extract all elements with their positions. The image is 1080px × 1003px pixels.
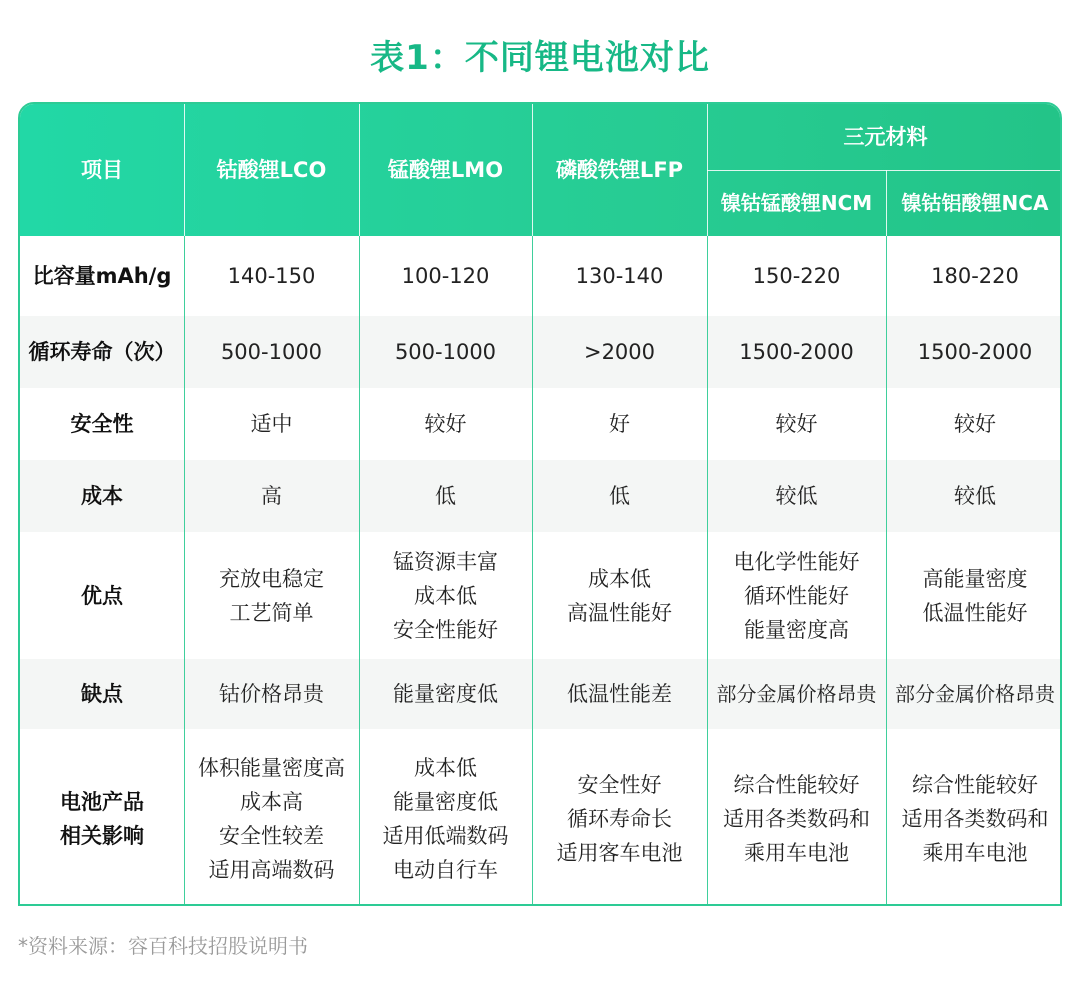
- cell-cycle-nca: 1500-2000: [917, 340, 1033, 364]
- row-label-impact: [20, 729, 184, 906]
- cell-line: 安全性能好: [393, 617, 498, 642]
- cell-line: 适用低端数码: [382, 823, 509, 848]
- header-lco: 钴酸锂LCO: [216, 158, 327, 182]
- cell-line: 循环性能好: [744, 583, 849, 608]
- cell-capacity-lfp: 130-140: [575, 264, 664, 288]
- cell-line: 乘用车电池: [922, 840, 1028, 865]
- cell-line: 低温性能好: [922, 600, 1028, 625]
- source-note: *资料来源：容百科技招股说明书: [18, 934, 308, 958]
- cell-safety-lmo: 较好: [424, 412, 467, 436]
- cell-capacity-ncm: 150-220: [752, 264, 841, 288]
- cell-impact-nca: [886, 729, 1062, 906]
- cell-line: 成本低: [588, 566, 651, 591]
- cell-cycle-ncm: 1500-2000: [739, 340, 854, 364]
- cell-line: 安全性较差: [219, 823, 324, 848]
- cell-line: 电化学性能好: [733, 549, 860, 574]
- cell-cost-ncm: 较低: [775, 484, 818, 508]
- cell-line: 能量密度高: [744, 617, 849, 642]
- cell-pros-nca: [886, 532, 1062, 659]
- cell-cost-lco: 高: [261, 484, 282, 508]
- cell-line: 高能量密度: [922, 566, 1028, 591]
- cell-line: 综合性能较好: [733, 772, 860, 797]
- cell-line: 适用各类数码和: [723, 806, 870, 831]
- cell-impact-lco: [184, 729, 359, 906]
- cell-impact-lfp: [532, 729, 707, 906]
- row-label-pros: 优点: [81, 583, 123, 608]
- header-lfp: 磷酸铁锂LFP: [555, 158, 684, 182]
- cell-capacity-nca: 180-220: [931, 264, 1019, 288]
- row-label-safety: 安全性: [70, 412, 134, 436]
- cell-cons-lco: 钴价格昂贵: [219, 682, 324, 706]
- cell-line: 适用各类数码和: [901, 806, 1049, 831]
- cell-line: 高温性能好: [567, 600, 672, 625]
- header-ternary: 三元材料: [843, 125, 928, 149]
- cell-impact-ncm: [707, 729, 886, 906]
- header-item: 项目: [81, 158, 123, 182]
- cell-line: 综合性能较好: [912, 772, 1038, 797]
- cell-safety-lfp: 好: [609, 412, 630, 436]
- cell-cons-lfp: 低温性能差: [567, 682, 672, 706]
- cell-line: 成本低: [414, 755, 477, 780]
- cell-line: 锰资源丰富: [393, 549, 498, 574]
- cell-line: 体积能量密度高: [198, 755, 345, 780]
- cell-line: 相关影响: [60, 823, 144, 848]
- cell-capacity-lmo: 100-120: [401, 264, 490, 288]
- cell-cost-lfp: 低: [609, 484, 630, 508]
- cell-cost-nca: 较低: [954, 484, 996, 508]
- cell-capacity-lco: 140-150: [227, 264, 316, 288]
- cell-cons-ncm: 部分金属价格昂贵: [716, 682, 877, 706]
- cell-pros-lfp: [532, 532, 707, 659]
- row-label-cycle: 循环寿命（次）: [28, 340, 176, 364]
- cell-impact-lmo: [359, 729, 532, 906]
- cell-line: 安全性好: [577, 772, 662, 797]
- cell-cycle-lfp: >2000: [583, 340, 656, 364]
- cell-cycle-lco: 500-1000: [220, 340, 323, 364]
- cell-line: 成本高: [240, 789, 303, 814]
- cell-line: 电动自行车: [393, 857, 498, 882]
- cell-pros-ncm: [707, 532, 886, 659]
- table-title: 表1：不同锂电池对比: [370, 38, 710, 78]
- cell-line: 成本低: [414, 583, 477, 608]
- cell-line: 电池产品: [60, 789, 144, 814]
- cell-line: 循环寿命长: [567, 806, 672, 831]
- cell-pros-lmo: [359, 532, 532, 659]
- cell-line: 乘用车电池: [744, 840, 849, 865]
- cell-safety-ncm: 较好: [775, 412, 818, 436]
- cell-cons-nca: 部分金属价格昂贵: [895, 682, 1055, 706]
- cell-cost-lmo: 低: [435, 484, 456, 508]
- header-lmo: 锰酸锂LMO: [387, 158, 504, 182]
- cell-line: 充放电稳定: [219, 566, 324, 591]
- cell-line: 适用高端数码: [208, 857, 335, 882]
- header-nca: 镍钴铝酸锂NCA: [901, 191, 1049, 215]
- cell-line: 能量密度低: [393, 789, 498, 814]
- comparison-table: [18, 102, 1062, 906]
- header-ncm: 镍钴锰酸锂NCM: [720, 191, 873, 215]
- row-label-cons: 缺点: [81, 682, 123, 706]
- cell-cons-lmo: 能量密度低: [393, 682, 498, 706]
- cell-safety-nca: 较好: [954, 412, 996, 436]
- cell-line: 适用客车电池: [556, 840, 683, 865]
- cell-safety-lco: 适中: [250, 412, 293, 436]
- row-label-cost: 成本: [81, 484, 123, 508]
- row-label-capacity: 比容量mAh/g: [32, 264, 172, 288]
- cell-pros-lco: [184, 532, 359, 659]
- cell-cycle-lmo: 500-1000: [394, 340, 497, 364]
- cell-line: 工艺简单: [229, 600, 314, 625]
